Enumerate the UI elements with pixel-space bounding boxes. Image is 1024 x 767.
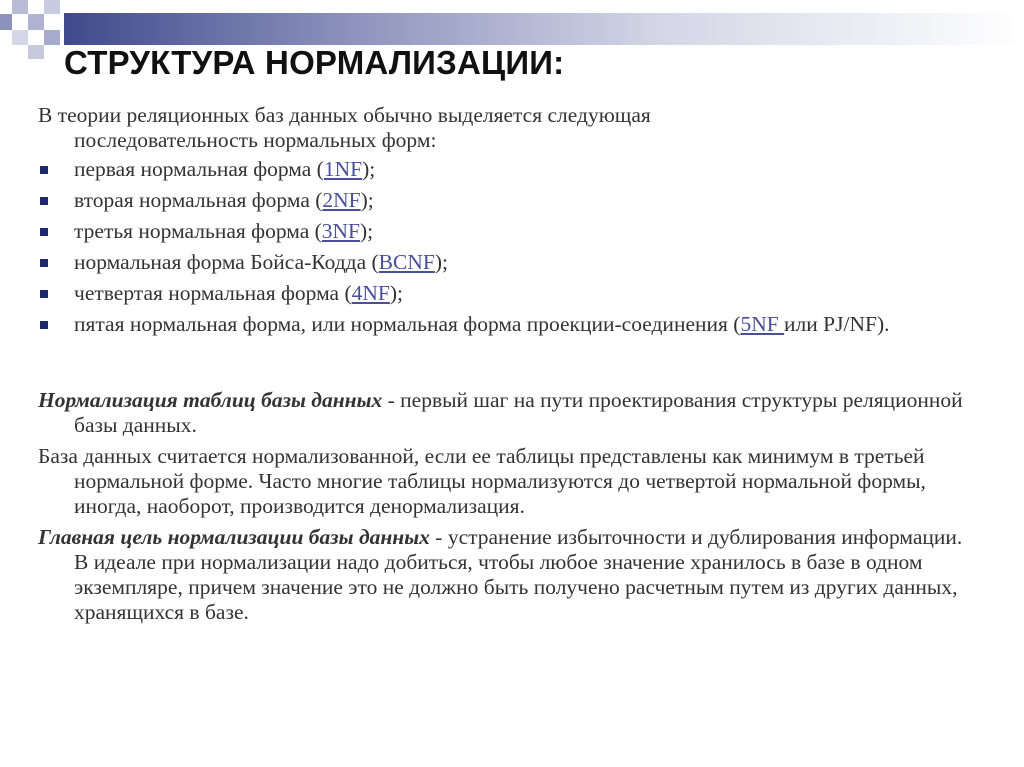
emphasis-term: Нормализация таблиц базы данных bbox=[38, 388, 383, 412]
bullet-square-icon bbox=[40, 259, 48, 267]
spacer bbox=[38, 343, 968, 388]
bullet-square-icon bbox=[40, 197, 48, 205]
link-2nf[interactable]: 2NF bbox=[322, 188, 361, 212]
bullet-square-icon bbox=[40, 321, 48, 329]
list-item: первая нормальная форма (1NF); bbox=[38, 157, 968, 182]
slide-body bbox=[38, 103, 968, 625]
intro-paragraph bbox=[38, 103, 968, 153]
deco-square bbox=[0, 14, 12, 30]
list-item: четвертая нормальная форма (4NF); bbox=[38, 281, 968, 306]
list-item: нормальная форма Бойса-Кодда (BCNF); bbox=[38, 250, 968, 275]
link-bcnf[interactable]: BCNF bbox=[378, 250, 435, 274]
bullet-square-icon bbox=[40, 228, 48, 236]
deco-square bbox=[12, 0, 28, 14]
bullet-square-icon bbox=[40, 166, 48, 174]
link-3nf[interactable]: 3NF bbox=[321, 219, 361, 243]
bullet-square-icon bbox=[40, 290, 48, 298]
intro-line-1: В теории реляционных баз данных обычно выделяется следующая bbox=[38, 103, 651, 127]
header-gradient-bar bbox=[64, 13, 1024, 45]
deco-square bbox=[28, 14, 44, 30]
paragraph-normalization: Нормализация таблиц базы данных - первый шаг на пути проектирования структуры реляционной базы данных. bbox=[38, 388, 963, 437]
normal-forms-list bbox=[38, 157, 968, 337]
list-item: пятая нормальная форма, или нормальная форма проекции-соединения (5NF или PJ/NF). bbox=[38, 312, 968, 337]
list-item: третья нормальная форма (3NF); bbox=[38, 219, 968, 244]
link-1nf[interactable]: 1NF bbox=[323, 157, 363, 181]
deco-square bbox=[44, 0, 60, 14]
link-5nf[interactable]: 5NF bbox=[740, 312, 785, 336]
link-4nf[interactable]: 4NF bbox=[351, 281, 390, 305]
deco-square bbox=[28, 45, 44, 59]
deco-square bbox=[44, 30, 60, 45]
intro-line-2: последовательность нормальных форм: bbox=[74, 128, 437, 152]
deco-square bbox=[12, 30, 28, 45]
emphasis-term: Главная цель нормализации базы данных bbox=[38, 525, 430, 549]
list-item: вторая нормальная форма (2NF); bbox=[38, 188, 968, 213]
paragraph-main-goal: Главная цель нормализации базы данных - устранение избыточности и дублирования информации. В идеале при нормализации надо добиться, чтобы любое значение хранилось в базе в одном экземпляре, причем значение это не должно быть получено расчетным путем из других данных, хранящихся в базе. bbox=[38, 525, 963, 624]
paragraph-normalized-db: База данных считается нормализованной, если ее таблицы представлены как минимум в третьей нормальной форме. Часто многие таблицы нормализуются до четвертой нормальной формы, иногда, наоборот, производится денормализация. bbox=[38, 444, 926, 518]
slide-title: СТРУКТУРА НОРМАЛИЗАЦИИ: bbox=[64, 44, 565, 81]
